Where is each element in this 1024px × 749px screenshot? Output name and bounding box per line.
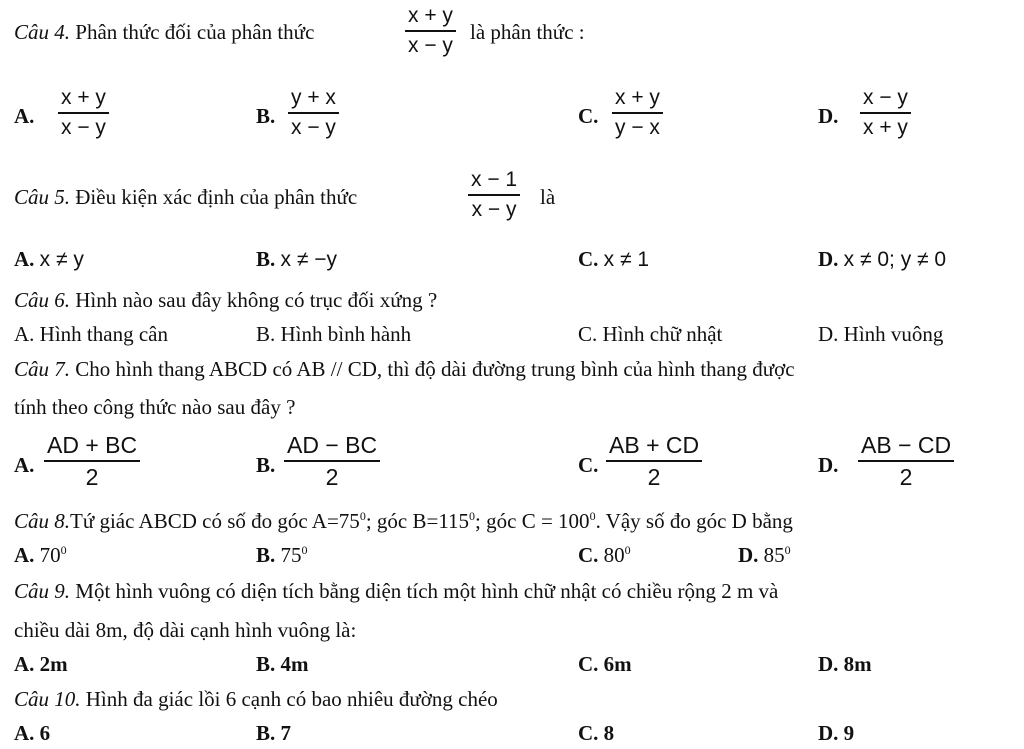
q7-option-d-den: 2 [899,463,913,490]
q10-option-d[interactable]: D. 9 [818,721,855,745]
q7-text-2: tính theo công thức nào sau đây ? [14,395,296,419]
q5-option-b-value: x ≠ −y [280,248,337,271]
q8-option-b[interactable] [256,542,308,568]
q4-option-d[interactable] [860,86,911,140]
q7-label: Câu 7. [14,357,71,381]
q8-label: Câu 8. [14,509,71,533]
q8-option-d-value: 85 [763,543,785,567]
q4-option-a-letter[interactable]: A. [14,104,35,128]
q10-stem [14,686,498,712]
q9-option-c[interactable]: C. 6m [578,652,632,676]
q4-option-a[interactable] [58,86,109,140]
q9-text-1: Một hình vuông có diện tích bằng diện tích một hình chữ nhật có chiều rộng 2 m và [75,579,779,603]
q7-option-c[interactable] [606,432,702,490]
q6-option-d[interactable]: D. Hình vuông [818,322,944,346]
q7-option-a-letter[interactable]: A. [14,453,35,477]
q4-label: Câu 4. [14,20,71,44]
q8-option-c[interactable] [578,542,631,568]
q4-option-b[interactable] [288,86,339,140]
q5-text: Điều kiện xác định của phân thức [75,185,358,209]
q4-frac-den: x − y [408,33,453,57]
q8-option-a-letter: A. [14,543,35,567]
q4-option-b-letter[interactable]: B. [256,104,276,128]
q8-text-d: . Vậy số đo góc D bằng [595,509,793,533]
q4-option-d-den: x + y [863,115,908,139]
q4-fraction [405,4,456,58]
q8-option-c-value: 80 [603,543,625,567]
q7-option-a-num: AD + BC [47,432,138,458]
q9-text-2: chiều dài 8m, độ dài cạnh hình vuông là: [14,618,357,642]
q8-option-a[interactable] [14,542,67,568]
q5-label: Câu 5. [14,185,71,209]
q5-option-a-letter: A. [14,247,35,271]
q6-option-c[interactable]: C. Hình chữ nhật [578,322,723,346]
q4-option-a-num: x + y [61,86,106,109]
q5-option-a-value: x ≠ y [39,248,84,271]
q9-option-b[interactable]: B. 4m [256,652,309,676]
q5-frac-den: x − y [471,197,517,221]
q4-option-c[interactable] [612,86,663,140]
q5-option-c-letter: C. [578,247,599,271]
q5-option-d-value: x ≠ 0; y ≠ 0 [843,248,947,271]
q8-option-c-letter: C. [578,543,599,567]
q4-suffix: là phân thức : [470,20,585,44]
q8-option-a-sup: 0 [60,543,67,557]
q9-stem [14,578,778,604]
q8-text-a: Tứ giác ABCD có số đo góc A=75 [70,509,360,533]
q7-option-b-num: AD − BC [287,432,378,458]
q4-option-a-den: x − y [61,115,106,139]
q5-option-b[interactable] [256,246,337,273]
q9-option-a[interactable]: A. 2m [14,652,68,676]
q4-option-d-num: x − y [863,86,908,109]
q7-option-c-num: AB + CD [609,432,700,458]
q7-option-d-letter[interactable]: D. [818,453,839,477]
q7-option-b-letter[interactable]: B. [256,453,276,477]
q8-text-b: ; góc B=115 [365,509,470,533]
q8-option-b-value: 75 [280,543,302,567]
q7-stem [14,356,795,382]
q4-option-c-den: y − x [615,115,660,139]
q6-label: Câu 6. [14,288,71,312]
q8-option-d-letter: D. [738,543,759,567]
q7-option-d[interactable] [858,432,954,490]
q7-option-c-den: 2 [647,463,661,490]
q6-stem [14,287,437,313]
q8-option-b-letter: B. [256,543,276,567]
q4-option-c-letter[interactable]: C. [578,104,599,128]
q8-sup-b: 0 [469,509,476,523]
q10-label: Câu 10. [14,687,81,711]
q10-option-c[interactable]: C. 8 [578,721,615,745]
q5-stem [14,184,357,210]
q7-option-d-num: AB − CD [861,432,952,458]
q7-option-c-letter[interactable]: C. [578,453,599,477]
q5-option-c-value: x ≠ 1 [603,248,650,271]
q5-frac-num: x − 1 [471,168,518,191]
q4-stem [14,19,314,45]
q4-option-d-letter[interactable]: D. [818,104,839,128]
q8-sup-a: 0 [359,509,366,523]
q4-frac-num: x + y [408,4,453,27]
q6-text: Hình nào sau đây không có trục đối xứng ? [75,288,438,312]
q5-option-b-letter: B. [256,247,276,271]
q8-option-b-sup: 0 [301,543,308,557]
q5-option-d-letter: D. [818,247,839,271]
q9-label: Câu 9. [14,579,71,603]
q8-option-d-sup: 0 [784,543,791,557]
q6-option-b[interactable]: B. Hình bình hành [256,322,412,346]
q8-text-c: ; góc C = 100 [475,509,590,533]
q8-option-d[interactable] [738,542,791,568]
q5-suffix: là [540,185,556,209]
q4-option-b-den: x − y [291,115,336,139]
q5-fraction [468,168,520,222]
q6-option-a[interactable]: A. Hình thang cân [14,322,168,346]
q7-text-1: Cho hình thang ABCD có AB // CD, thì độ dài đường trung bình của hình thang được [75,357,795,381]
q8-option-a-value: 70 [39,543,61,567]
q10-option-b[interactable]: B. 7 [256,721,292,745]
q8-option-c-sup: 0 [624,543,631,557]
q7-option-a-den: 2 [85,463,99,490]
q7-option-a[interactable] [44,432,140,490]
q4-option-c-num: x + y [615,86,660,109]
q8-stem [14,508,793,534]
q9-option-d[interactable]: D. 8m [818,652,872,676]
q5-option-c[interactable] [578,246,649,273]
q7-option-b[interactable] [284,432,380,490]
q8-sup-c: 0 [589,509,596,523]
q4-option-b-num: y + x [291,86,336,109]
q10-text: Hình đa giác lồi 6 cạnh có bao nhiêu đường chéo [85,687,498,711]
q10-option-a[interactable]: A. 6 [14,721,51,745]
q7-option-b-den: 2 [325,463,339,490]
q5-option-a[interactable] [14,246,84,273]
q4-text: Phân thức đối của phân thức [75,20,315,44]
q5-option-d[interactable] [818,246,946,273]
